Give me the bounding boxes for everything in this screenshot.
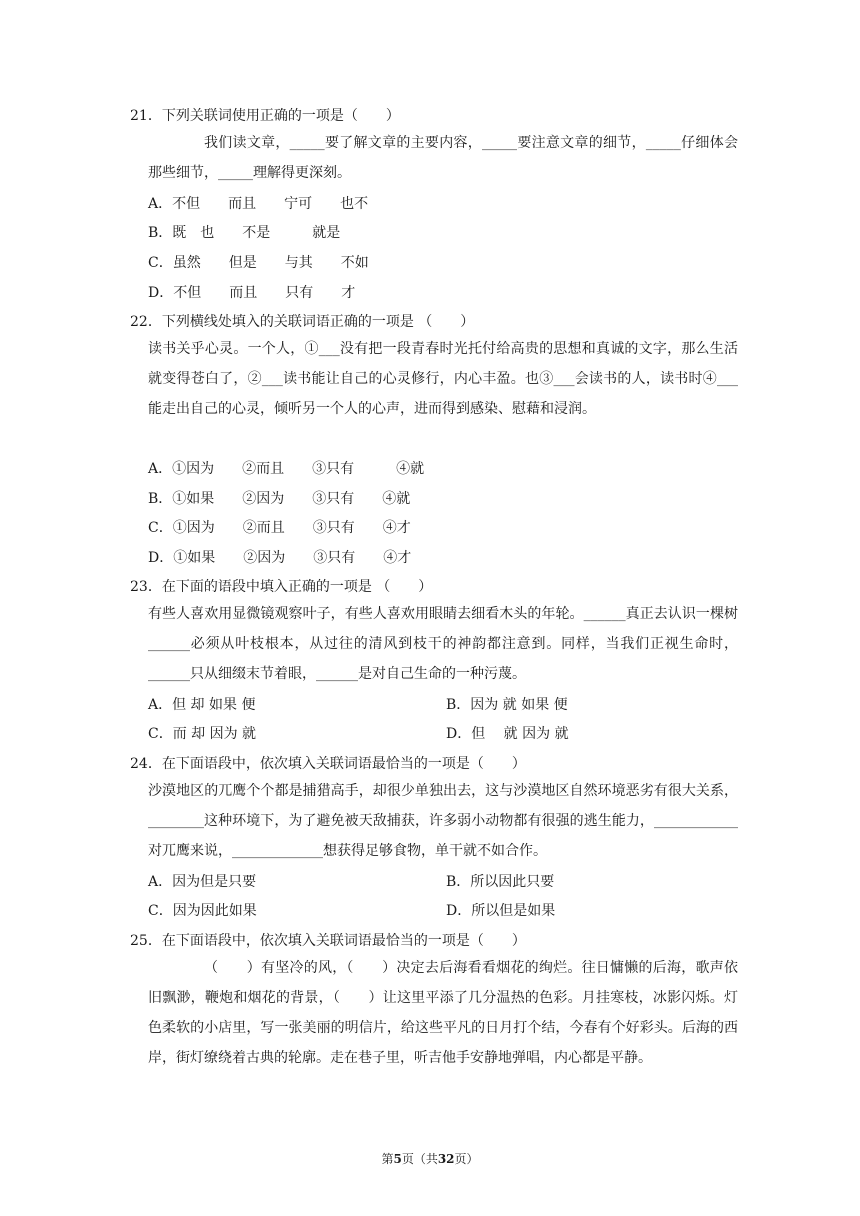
question-24-paragraph: 沙漠地区的兀鹰个个都是捕猎高手，却很少单独出去，这与沙漠地区自然环境恶劣有很大关系，________这种环境下，为了避免被天敌捕获，许多弱小动物都有很强的逃生能力，____________对兀鹰来说，_____________想获得足够食物，单干就不如合作。 [148,783,738,859]
question-24-option-c: C．因为因此如果 [148,903,257,919]
question-23-option-a: A．但 却 如果 便 [148,697,256,713]
question-25-paragraph: （ ）有坚冷的风，（ ）决定去后海看看烟花的绚烂。往日慵懒的后海，歌声依旧飘渺，鞭炮和烟花的背景，（ ）让这里平添了几分温热的色彩。月挂寒枝，冰影闪烁。灯色柔软的小店里，写一张美丽的明信片，给这些平凡的日月打个结，今春有个好彩头。后海的西岸，街灯缭绕着古典的轮廓。走在巷子里，听吉他手安静地弹唱，内心都是平静。 [148,960,738,1066]
question-22-option-d: D．①如果 ②因为 ③只有 ④才 [148,550,412,566]
footer-page-number: 5 [393,1152,402,1166]
question-21-option-b: B．既 也 不是 就是 [148,225,341,241]
question-22-option-a: A．①因为 ②而且 ③只有 ④就 [148,461,425,477]
footer-middle: 页（共 [401,1152,438,1166]
footer-prefix: 第 [381,1152,394,1166]
question-25-stem: 25．在下面语段中，依次填入关联词语最恰当的一项是（ ） [130,933,526,949]
question-21-paragraph: 我们读文章，_____要了解文章的主要内容，_____要注意文章的细节，_____仔细体会那些细节，_____理解得更深刻。 [148,135,738,181]
question-22-option-c: C．①因为 ②而且 ③只有 ④才 [148,520,411,536]
question-24-option-b: B．所以因此只要 [446,874,555,890]
question-21-option-d: D．不但 而且 只有 才 [148,285,356,301]
question-22-stem: 22．下列横线处填入的关联词语正确的一项是 （ ） [130,314,475,330]
question-23-option-b: B．因为 就 如果 便 [446,697,568,713]
question-22-option-b: B．①如果 ②因为 ③只有 ④就 [148,491,411,507]
question-24-option-a: A．因为但是只要 [148,874,257,890]
page-footer [0,1150,860,1168]
footer-suffix: 页） [454,1152,479,1166]
question-21-option-a: A．不但 而且 宁可 也不 [148,196,369,212]
question-23-option-c: C．而 却 因为 就 [148,726,257,742]
footer-total-pages: 32 [437,1152,455,1166]
question-21-stem: 21．下列关联词使用正确的一项是（ ） [130,108,400,124]
question-23-option-d: D．但 就 因为 就 [446,726,569,742]
question-21-option-c: C．虽然 但是 与其 不如 [148,255,369,271]
question-24-stem: 24．在下面语段中，依次填入关联词语最恰当的一项是（ ） [130,756,526,772]
question-23-stem: 23．在下面的语段中填入正确的一项是 （ ） [130,579,433,595]
question-23-paragraph: 有些人喜欢用显微镜观察叶子，有些人喜欢用眼睛去细看木头的年轮。______真正去认识一棵树 ______必须从叶枝根本，从过往的清风到枝干的神韵都注意到。同样，当我们正视生命时，______只从细缀末节着眼，______是对自己生命的一种污蔑。 [148,606,738,682]
question-22-paragraph: 读书关乎心灵。一个人，①___没有把一段青春时光托付给高贵的思想和真诚的文字，那么生活就变得苍白了，②___读书能让自己的心灵修行，内心丰盈。也③___会读书的人，读书时④___能走出自己的心灵，倾听另一个人的心声，进而得到感染、慰藉和浸润。 [148,341,738,417]
question-24-option-d: D．所以但是如果 [446,903,556,919]
